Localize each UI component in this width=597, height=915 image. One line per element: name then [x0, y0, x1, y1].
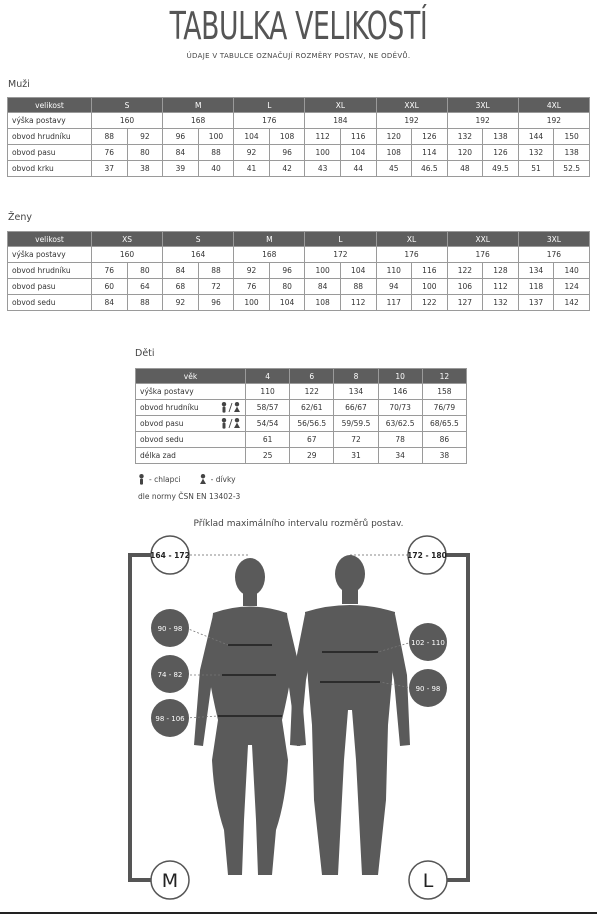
table-row — [136, 416, 467, 432]
table-cell: 40 — [198, 161, 234, 177]
female-height-bubble — [150, 536, 190, 574]
header-cell: 3XL — [447, 98, 518, 113]
table-cell: 126 — [412, 129, 448, 145]
row-label-cell — [136, 384, 246, 400]
table-cell: 88 — [340, 279, 376, 295]
table-cell: 140 — [554, 263, 590, 279]
table-cell: 128 — [483, 263, 519, 279]
women-section-label: Ženy — [8, 212, 32, 223]
table-cell: 84 — [92, 295, 128, 311]
header-cell: 4XL — [518, 98, 589, 113]
table-cell: 31 — [334, 448, 378, 464]
header-cell: XXL — [447, 232, 518, 247]
norm-note: dle normy ČSN EN 13402-3 — [138, 492, 241, 501]
svg-text:164 - 172: 164 - 172 — [150, 551, 190, 560]
table-row — [8, 113, 590, 129]
header-cell: věk — [136, 369, 246, 384]
table-cell: 67 — [290, 432, 334, 448]
table-cell: 48 — [447, 161, 483, 177]
header-cell: S — [163, 232, 234, 247]
row-label-cell — [136, 432, 246, 448]
female-hips-bubble — [151, 699, 189, 737]
table-row — [8, 279, 590, 295]
table-row — [8, 161, 590, 177]
table-cell: 122 — [447, 263, 483, 279]
table-cell: 160 — [92, 113, 163, 129]
table-cell: 84 — [163, 145, 199, 161]
table-cell: 168 — [163, 113, 234, 129]
table-cell: 84 — [305, 279, 341, 295]
legend-girls: - dívky — [210, 475, 236, 484]
table-header-row — [8, 232, 590, 247]
girl-icon — [199, 474, 207, 485]
table-cell: 124 — [554, 279, 590, 295]
table-header-row — [136, 369, 467, 384]
table-cell: obvod hrudníku — [8, 129, 92, 145]
table-cell: 184 — [305, 113, 376, 129]
boy-girl-icon — [220, 402, 242, 415]
table-cell: 38 — [422, 448, 466, 464]
table-cell: 52.5 — [554, 161, 590, 177]
table-cell: 56/56.5 — [290, 416, 334, 432]
header-cell: M — [163, 98, 234, 113]
table-cell: obvod sedu — [8, 295, 92, 311]
table-cell: 120 — [447, 145, 483, 161]
table-cell: 164 — [163, 247, 234, 263]
women-size-table — [7, 231, 590, 311]
table-cell: 80 — [127, 145, 163, 161]
table-cell: 100 — [305, 145, 341, 161]
header-cell: 8 — [334, 369, 378, 384]
row-label-cell — [136, 416, 246, 432]
table-cell: 106 — [447, 279, 483, 295]
table-row — [136, 400, 467, 416]
header-cell: XXL — [376, 98, 447, 113]
table-cell: 192 — [518, 113, 589, 129]
page-title: TABULKA VELIKOSTÍ — [169, 4, 428, 48]
svg-text:172 - 180: 172 - 180 — [407, 551, 447, 560]
table-cell: 88 — [127, 295, 163, 311]
table-row — [8, 247, 590, 263]
table-cell: 92 — [127, 129, 163, 145]
row-label: obvod hrudníku — [140, 403, 199, 412]
men-size-table — [7, 97, 590, 177]
table-cell: 92 — [234, 263, 270, 279]
table-cell: 108 — [305, 295, 341, 311]
table-cell: 122 — [412, 295, 448, 311]
table-cell: 76 — [92, 145, 128, 161]
table-cell: 84 — [163, 263, 199, 279]
table-cell: 44 — [340, 161, 376, 177]
svg-text:90 - 98: 90 - 98 — [157, 625, 183, 633]
svg-text:98 - 106: 98 - 106 — [155, 715, 185, 723]
male-height-bubble — [407, 536, 447, 574]
table-cell: 116 — [340, 129, 376, 145]
header-cell: M — [234, 232, 305, 247]
table-cell: 117 — [376, 295, 412, 311]
header-cell: S — [92, 98, 163, 113]
header-cell: 10 — [378, 369, 422, 384]
table-cell: 72 — [334, 432, 378, 448]
female-waist-bubble — [151, 655, 189, 693]
row-label: délka zad — [140, 451, 176, 460]
female-size-bubble — [151, 861, 189, 899]
table-cell: 112 — [483, 279, 519, 295]
table-row — [8, 295, 590, 311]
table-cell: 104 — [340, 145, 376, 161]
svg-text:90 - 98: 90 - 98 — [415, 685, 441, 693]
table-cell: 127 — [447, 295, 483, 311]
table-cell: 137 — [518, 295, 554, 311]
table-cell: 134 — [334, 384, 378, 400]
table-cell: 96 — [198, 295, 234, 311]
table-cell: 146 — [378, 384, 422, 400]
table-cell: 108 — [376, 145, 412, 161]
table-cell: 63/62.5 — [378, 416, 422, 432]
table-cell: 118 — [518, 279, 554, 295]
table-cell: 120 — [376, 129, 412, 145]
table-cell: 59/59.5 — [334, 416, 378, 432]
boy-icon — [138, 474, 145, 485]
header-cell: 4 — [246, 369, 290, 384]
table-cell: 104 — [269, 295, 305, 311]
table-cell: 96 — [163, 129, 199, 145]
table-cell: 49.5 — [483, 161, 519, 177]
header-cell: XL — [376, 232, 447, 247]
table-cell: výška postavy — [8, 113, 92, 129]
table-row — [136, 448, 467, 464]
table-cell: 100 — [305, 263, 341, 279]
table-cell: 176 — [376, 247, 447, 263]
row-label: obvod sedu — [140, 435, 184, 444]
table-cell: 168 — [234, 247, 305, 263]
table-cell: 104 — [340, 263, 376, 279]
table-cell: 138 — [554, 145, 590, 161]
table-cell: 78 — [378, 432, 422, 448]
table-cell: 116 — [412, 263, 448, 279]
table-cell: 100 — [412, 279, 448, 295]
table-cell: 58/57 — [246, 400, 290, 416]
table-cell: 96 — [269, 145, 305, 161]
table-cell: 138 — [483, 129, 519, 145]
header-cell: 3XL — [518, 232, 589, 247]
header-cell: velikost — [8, 232, 92, 247]
table-cell: 96 — [269, 263, 305, 279]
header-cell: XL — [305, 98, 376, 113]
table-cell: 76 — [234, 279, 270, 295]
table-cell: 172 — [305, 247, 376, 263]
table-cell: obvod hrudníku — [8, 263, 92, 279]
male-chest-bubble — [409, 623, 447, 661]
table-cell: obvod pasu — [8, 145, 92, 161]
table-cell: 132 — [518, 145, 554, 161]
table-cell: obvod pasu — [8, 279, 92, 295]
table-cell: 66/67 — [334, 400, 378, 416]
table-cell: 61 — [246, 432, 290, 448]
example-caption: Příklad maximálního intervalu rozměrů postav. — [193, 519, 404, 529]
table-cell: 80 — [269, 279, 305, 295]
header-cell: XS — [92, 232, 163, 247]
table-cell: 144 — [518, 129, 554, 145]
table-cell: 192 — [376, 113, 447, 129]
legend-boys: - chlapci — [149, 475, 181, 484]
header-cell: velikost — [8, 98, 92, 113]
table-row — [136, 432, 467, 448]
table-cell: 62/61 — [290, 400, 334, 416]
table-cell: 43 — [305, 161, 341, 177]
svg-text:M: M — [161, 870, 179, 892]
table-cell: 108 — [269, 129, 305, 145]
table-cell: 46.5 — [412, 161, 448, 177]
table-row — [8, 129, 590, 145]
table-cell: 176 — [518, 247, 589, 263]
table-cell: 42 — [269, 161, 305, 177]
table-cell: výška postavy — [8, 247, 92, 263]
table-cell: 176 — [447, 247, 518, 263]
row-label: obvod pasu — [140, 419, 184, 428]
body-figures-illustration — [0, 530, 597, 910]
table-cell: 39 — [163, 161, 199, 177]
table-cell: 86 — [422, 432, 466, 448]
table-cell: 34 — [378, 448, 422, 464]
table-cell: 176 — [234, 113, 305, 129]
table-cell: 110 — [376, 263, 412, 279]
table-cell: 126 — [483, 145, 519, 161]
table-cell: 88 — [198, 145, 234, 161]
table-cell: 132 — [447, 129, 483, 145]
bottom-rule — [0, 912, 597, 914]
table-cell: 68 — [163, 279, 199, 295]
header-cell: 6 — [290, 369, 334, 384]
table-cell: 112 — [340, 295, 376, 311]
table-cell: 80 — [127, 263, 163, 279]
table-header-row — [8, 98, 590, 113]
header-cell: L — [305, 232, 376, 247]
table-cell: 160 — [92, 247, 163, 263]
table-cell: 92 — [234, 145, 270, 161]
table-cell: 110 — [246, 384, 290, 400]
table-cell: 29 — [290, 448, 334, 464]
table-row — [8, 145, 590, 161]
table-cell: 158 — [422, 384, 466, 400]
female-bust-bubble — [151, 609, 189, 647]
table-cell: 54/54 — [246, 416, 290, 432]
page-subtitle: ÚDAJE V TABULCE OZNAČUJÍ ROZMĚRY POSTAV, NE ODĚVŮ. — [186, 52, 411, 60]
boy-girl-icon — [220, 418, 242, 431]
table-cell: 45 — [376, 161, 412, 177]
male-figure — [290, 555, 410, 875]
table-cell: 70/73 — [378, 400, 422, 416]
table-cell: 88 — [92, 129, 128, 145]
male-size-bubble — [409, 861, 447, 899]
table-cell: 100 — [198, 129, 234, 145]
svg-text:L: L — [422, 870, 434, 892]
table-cell: 25 — [246, 448, 290, 464]
table-cell: 68/65.5 — [422, 416, 466, 432]
table-cell: 150 — [554, 129, 590, 145]
table-cell: 76 — [92, 263, 128, 279]
table-cell: 88 — [198, 263, 234, 279]
table-cell: 142 — [554, 295, 590, 311]
table-cell: 114 — [412, 145, 448, 161]
male-waist-bubble — [409, 669, 447, 707]
table-cell: 72 — [198, 279, 234, 295]
table-cell: 94 — [376, 279, 412, 295]
table-cell: 51 — [518, 161, 554, 177]
table-cell: 104 — [234, 129, 270, 145]
svg-text:102 - 110: 102 - 110 — [411, 639, 445, 647]
table-cell: 76/79 — [422, 400, 466, 416]
row-label-cell — [136, 400, 246, 416]
table-cell: 92 — [163, 295, 199, 311]
header-cell: L — [234, 98, 305, 113]
table-cell: 64 — [127, 279, 163, 295]
table-cell: obvod krku — [8, 161, 92, 177]
kids-section-label: Děti — [135, 348, 155, 359]
svg-text:74 - 82: 74 - 82 — [157, 671, 183, 679]
table-cell: 38 — [127, 161, 163, 177]
table-cell: 41 — [234, 161, 270, 177]
men-section-label: Muži — [8, 79, 30, 90]
table-cell: 112 — [305, 129, 341, 145]
legend — [138, 474, 236, 485]
table-cell: 122 — [290, 384, 334, 400]
table-cell: 100 — [234, 295, 270, 311]
table-cell: 37 — [92, 161, 128, 177]
table-cell: 134 — [518, 263, 554, 279]
table-cell: 60 — [92, 279, 128, 295]
header-cell: 12 — [422, 369, 466, 384]
table-row — [136, 384, 467, 400]
table-cell: 132 — [483, 295, 519, 311]
row-label: výška postavy — [140, 387, 194, 396]
row-label-cell — [136, 448, 246, 464]
kids-size-table — [135, 368, 467, 464]
table-row — [8, 263, 590, 279]
table-cell: 192 — [447, 113, 518, 129]
